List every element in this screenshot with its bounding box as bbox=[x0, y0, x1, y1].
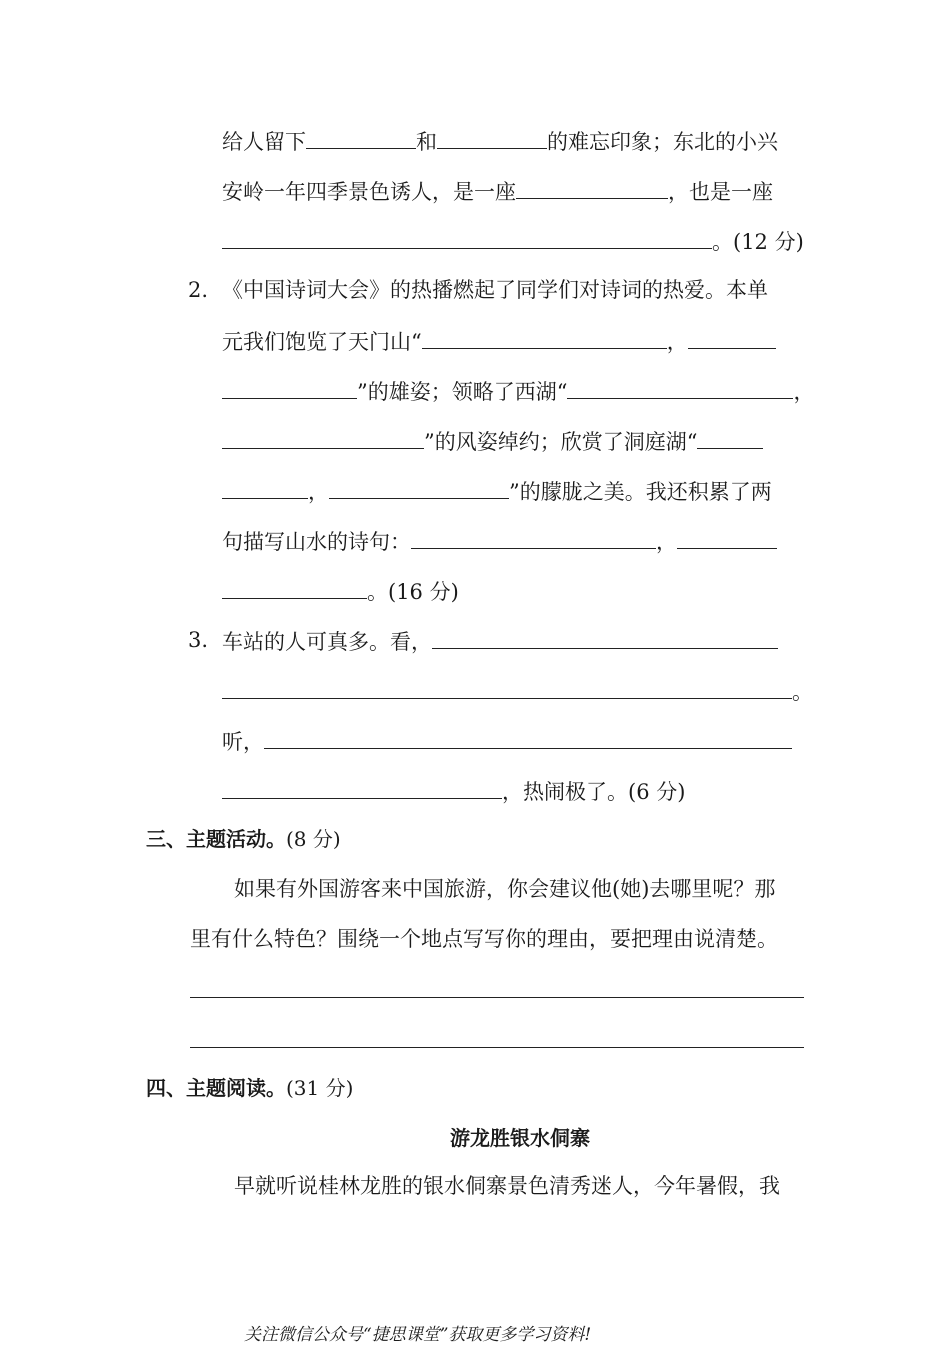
answer-blank[interactable] bbox=[567, 376, 793, 399]
answer-blank[interactable] bbox=[222, 376, 357, 399]
answer-blank[interactable] bbox=[677, 526, 777, 549]
answer-blank[interactable] bbox=[329, 476, 509, 499]
answer-blank[interactable] bbox=[222, 676, 792, 699]
section-4-heading: 四、主题阅读。(31 分) bbox=[146, 1076, 354, 1100]
answer-blank[interactable] bbox=[306, 126, 416, 149]
answer-blank[interactable] bbox=[688, 326, 776, 349]
q2-line-6: 句描写山水的诗句： ， bbox=[222, 526, 777, 556]
answer-blank[interactable] bbox=[411, 526, 656, 549]
answer-blank[interactable] bbox=[222, 776, 502, 799]
q1-line-1: 给人留下 和 的难忘印象；东北的小兴 bbox=[222, 126, 778, 156]
q2-line-5: ， ”的朦胧之美。我还积累了两 bbox=[222, 476, 772, 506]
q3-line-4: ，热闹极了。(6 分) bbox=[222, 776, 685, 806]
q3-line-1: 车站的人可真多。看， bbox=[222, 626, 778, 656]
section-3-prompt-line-2: 里有什么特色？围绕一个地点写写你的理由，要把理由说清楚。 bbox=[190, 927, 778, 951]
answer-blank[interactable] bbox=[222, 426, 424, 449]
q2-line-2: 元我们饱览了天门山“ ， bbox=[222, 326, 776, 356]
q2-line-3: ”的雄姿；领略了西湖“ ， bbox=[222, 376, 814, 406]
q2-line-4: ”的风姿绰约；欣赏了洞庭湖“ bbox=[222, 426, 763, 456]
section-3-heading: 三、主题活动。(8 分) bbox=[146, 827, 341, 851]
reading-title: 游龙胜银水侗寨 bbox=[450, 1126, 590, 1150]
reading-paragraph: 早就听说桂林龙胜的银水侗寨景色清秀迷人，今年暑假，我 bbox=[234, 1174, 780, 1198]
answer-blank[interactable] bbox=[222, 576, 367, 599]
footer-note: 关注微信公众号“捷思课堂”获取更多学习资料! bbox=[244, 1325, 592, 1345]
q3-line-2: 。 bbox=[222, 676, 813, 706]
writing-line[interactable] bbox=[190, 997, 804, 998]
answer-blank[interactable] bbox=[422, 326, 667, 349]
q1-line-3: 。(12 分) bbox=[222, 226, 804, 256]
answer-blank[interactable] bbox=[432, 626, 778, 649]
section-3-prompt-line-1: 如果有外国游客来中国旅游，你会建议他(她)去哪里呢？那 bbox=[234, 877, 776, 901]
answer-blank[interactable] bbox=[697, 426, 763, 449]
answer-blank[interactable] bbox=[437, 126, 547, 149]
answer-blank[interactable] bbox=[264, 726, 792, 749]
q1-line-2: 安岭一年四季景色诱人，是一座 ，也是一座 bbox=[222, 176, 773, 206]
q2-number: 2. bbox=[188, 278, 209, 302]
q2-line-1: 《中国诗词大会》的热播燃起了同学们对诗词的热爱。本单 bbox=[222, 278, 768, 302]
answer-blank[interactable] bbox=[222, 226, 712, 249]
q3-line-3: 听， bbox=[222, 726, 792, 756]
q3-number: 3. bbox=[188, 628, 209, 652]
answer-blank[interactable] bbox=[516, 176, 668, 199]
q2-line-7: 。(16 分) bbox=[222, 576, 459, 606]
writing-line[interactable] bbox=[190, 1047, 804, 1048]
answer-blank[interactable] bbox=[222, 476, 308, 499]
